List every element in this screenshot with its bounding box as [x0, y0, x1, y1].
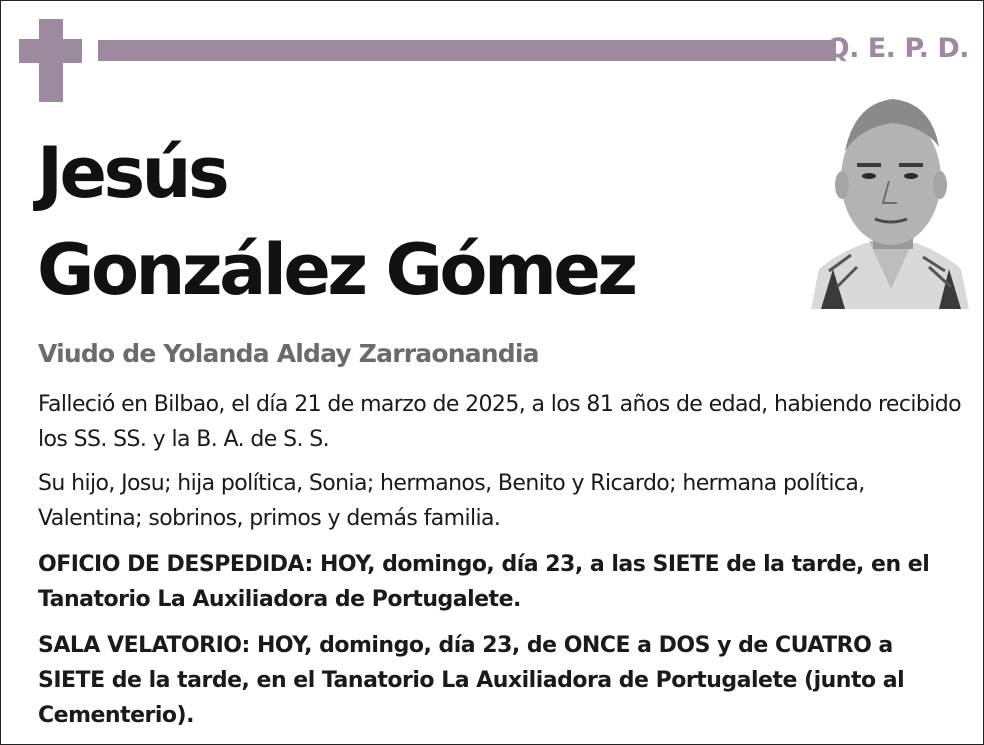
funeral-service-text: OFICIO DE DESPEDIDA: HOY, domingo, día 23, a las SIETE de la tarde, en el Tanatorio La Auxiliadora de Portugalete. [38, 552, 930, 612]
portrait-photo [811, 91, 969, 309]
deceased-last-name: González Gómez [37, 229, 635, 311]
qepd-label: Q. E. P. D. [826, 33, 969, 64]
wake-room-text: SALA VELATORIO: HOY, domingo, día 23, de ONCE a DOS y de CUATRO a SIETE de la tarde, en el Tanatorio La Auxiliadora de Portugalete (junto al Cementerio). [38, 633, 905, 728]
header-rule [98, 40, 836, 61]
family-text: Su hijo, Josu; hija política, Sonia; hermanos, Benito y Ricardo; hermana política, Valentina; sobrinos, primos y demás familia. [38, 471, 865, 531]
death-notice-text: Falleció en Bilbao, el día 21 de marzo de 2025, a los 81 años de edad, habiendo recibido los SS. SS. y la B. A. de S. S. [38, 392, 961, 452]
deceased-first-name: Jesús [37, 132, 227, 214]
widower-of-line: Viudo de Yolanda Alday Zarraonandia [38, 339, 539, 368]
